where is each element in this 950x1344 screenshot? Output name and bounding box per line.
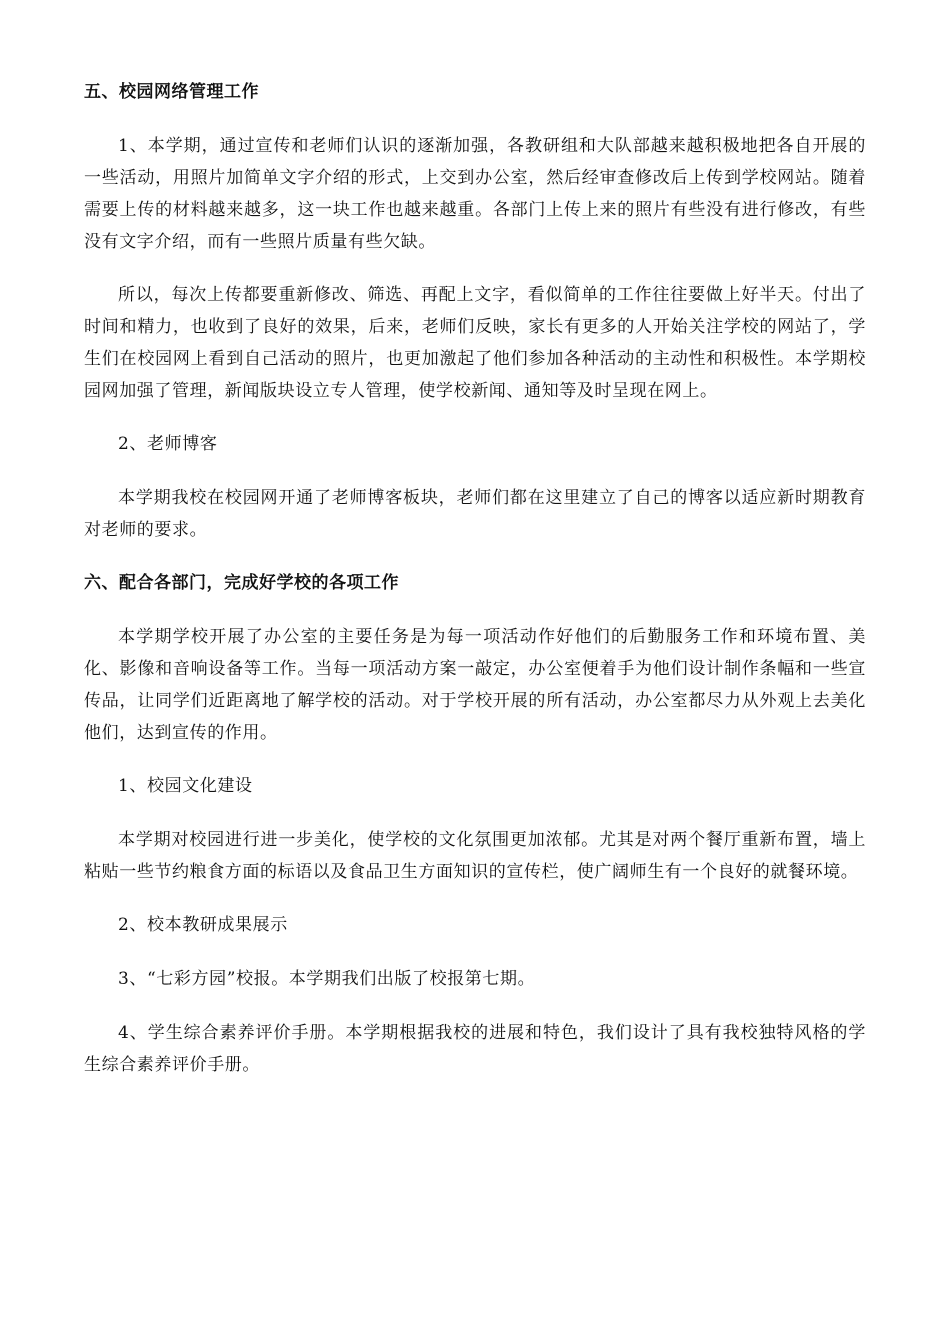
section-5-paragraph-3: 本学期我校在校园网开通了老师博客板块，老师们都在这里建立了自己的博客以适应新时期教育对老师的要求。: [84, 488, 866, 540]
section-6-item-school-newspaper: 3、“七彩方园”校报。本学期我们出版了校报第七期。: [118, 969, 536, 989]
section-6-subheading-research-results: 2、校本教研成果展示: [118, 915, 288, 935]
section-6-subheading-campus-culture: 1、校园文化建设: [118, 776, 253, 796]
section-6-paragraph-1: 本学期学校开展了办公室的主要任务是为每一项活动作好他们的后勤服务工作和环境布置、美化、影像和音响设备等工作。当每一项活动方案一敲定，办公室便着手为他们设计制作条幅和一些宣传品，让同学们近距离地了解学校的活动。对于学校开展的所有活动，办公室都尽力从外观上去美化他们，达到宣传的作用。: [84, 627, 866, 743]
section-5-paragraph-1: 1、本学期，通过宣传和老师们认识的逐渐加强，各教研组和大队部越来越积极地把各自开展的一些活动，用照片加简单文字介绍的形式，上交到办公室，然后经审查修改后上传到学校网站。随着需要上传的材料越来越多，这一块工作也越来越重。各部门上传上来的照片有些没有进行修改，有些没有文字介绍，而有一些照片质量有些欠缺。: [84, 136, 866, 252]
section-6-paragraph-2: 本学期对校园进行进一步美化，使学校的文化氛围更加浓郁。尤其是对两个餐厅重新布置，墙上粘贴一些节约粮食方面的标语以及食品卫生方面知识的宣传栏，使广阔师生有一个良好的就餐环境。: [84, 830, 866, 882]
section-5-heading: 五、校园网络管理工作: [84, 82, 259, 102]
section-5-paragraph-2: 所以，每次上传都要重新修改、筛选、再配上文字，看似简单的工作往往要做上好半天。付出了时间和精力，也收到了良好的效果，后来，老师们反映，家长有更多的人开始关注学校的网站了，学生们在校园网上看到自己活动的照片，也更加激起了他们参加各种活动的主动性和积极性。本学期校园网加强了管理，新闻版块设立专人管理，使学校新闻、通知等及时呈现在网上。: [84, 285, 866, 401]
section-5-subheading-teacher-blog: 2、老师博客: [118, 434, 218, 454]
section-6-heading: 六、配合各部门，完成好学校的各项工作: [84, 573, 399, 593]
section-6-item-evaluation-handbook: 4、学生综合素养评价手册。本学期根据我校的进展和特色，我们设计了具有我校独特风格的学生综合素养评价手册。: [84, 1023, 866, 1075]
